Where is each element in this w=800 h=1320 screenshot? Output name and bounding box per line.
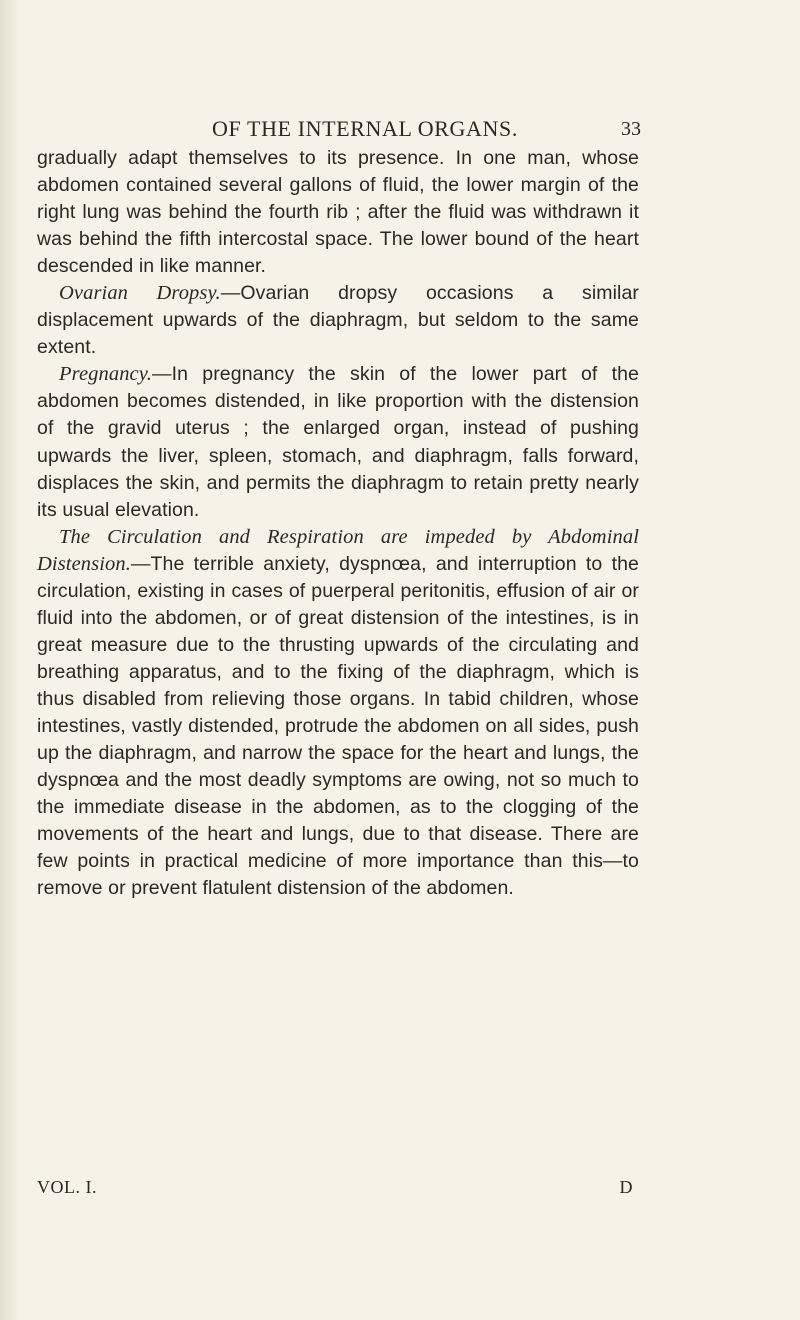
section-heading-pregnancy: Pregnancy.: [59, 363, 153, 386]
paragraph-text: —The terrible anxiety, dyspnœa, and interruption to the circulation, existing in cases of puerperal peritonitis, effusion of air or fluid into the abdomen, or of great distension of the intestines, is in great measure due to the thrusting upwards of the circulating and breathing apparatus, and to the fixing of the diaphragm, which is thus disabled from relieving those organs. In tabid children, whose intestines, vastly distended, protrude the abdomen on all sides, push up the diaphragm, and narrow the space for the heart and lungs, the dyspnœa and the most deadly symptoms are owing, not so much to the immediate disease in the abdomen, as to the clogging of the movements of the heart and lungs, due to that disease. There are few points in practical medicine of more importance than this—to remove or prevent flatulent distension of the abdomen.: [37, 552, 639, 900]
section-heading-circulation: The Circulation and Respiration are impeded by Abdominal Distension.: [37, 525, 639, 575]
paragraph-circulation: [37, 524, 639, 903]
paragraph-text: —In pregnancy the skin of the lower part of the abdomen becomes distended, in like proportion with the distension of the gravid uterus ; the enlarged organ, instead of pushing upwards the liver, spleen, stomach, and diaphragm, falls forward, displaces the skin, and permits the diaphragm to retain pretty nearly its usual elevation.: [37, 363, 639, 521]
signature-mark: D: [619, 1177, 633, 1197]
body-text: [37, 145, 639, 902]
section-heading-ovarian-dropsy: Ovarian Dropsy.: [59, 282, 221, 305]
paragraph-continuation: gradually adapt themselves to its presence. In one man, whose abdomen contained several gallons of fluid, the lower margin of the right lung was behind the fourth rib ; after the fluid was withdrawn it was behind the fifth intercostal space. The lower bound of the heart descended in like manner.: [37, 147, 639, 278]
page-header: [0, 112, 800, 146]
paragraph-pregnancy: [37, 361, 639, 523]
running-head: OF THE INTERNAL ORGANS.: [212, 116, 518, 141]
page-number: 33: [621, 118, 641, 140]
paragraph-ovarian-dropsy: [37, 280, 639, 361]
page-gutter-shadow: [0, 0, 20, 1320]
volume-mark: VOL. I.: [37, 1177, 97, 1197]
paragraph-text: —Ovarian dropsy occasions a similar displacement upwards of the diaphragm, but seldom to the same extent.: [37, 282, 639, 359]
page-footer: [37, 1177, 637, 1205]
